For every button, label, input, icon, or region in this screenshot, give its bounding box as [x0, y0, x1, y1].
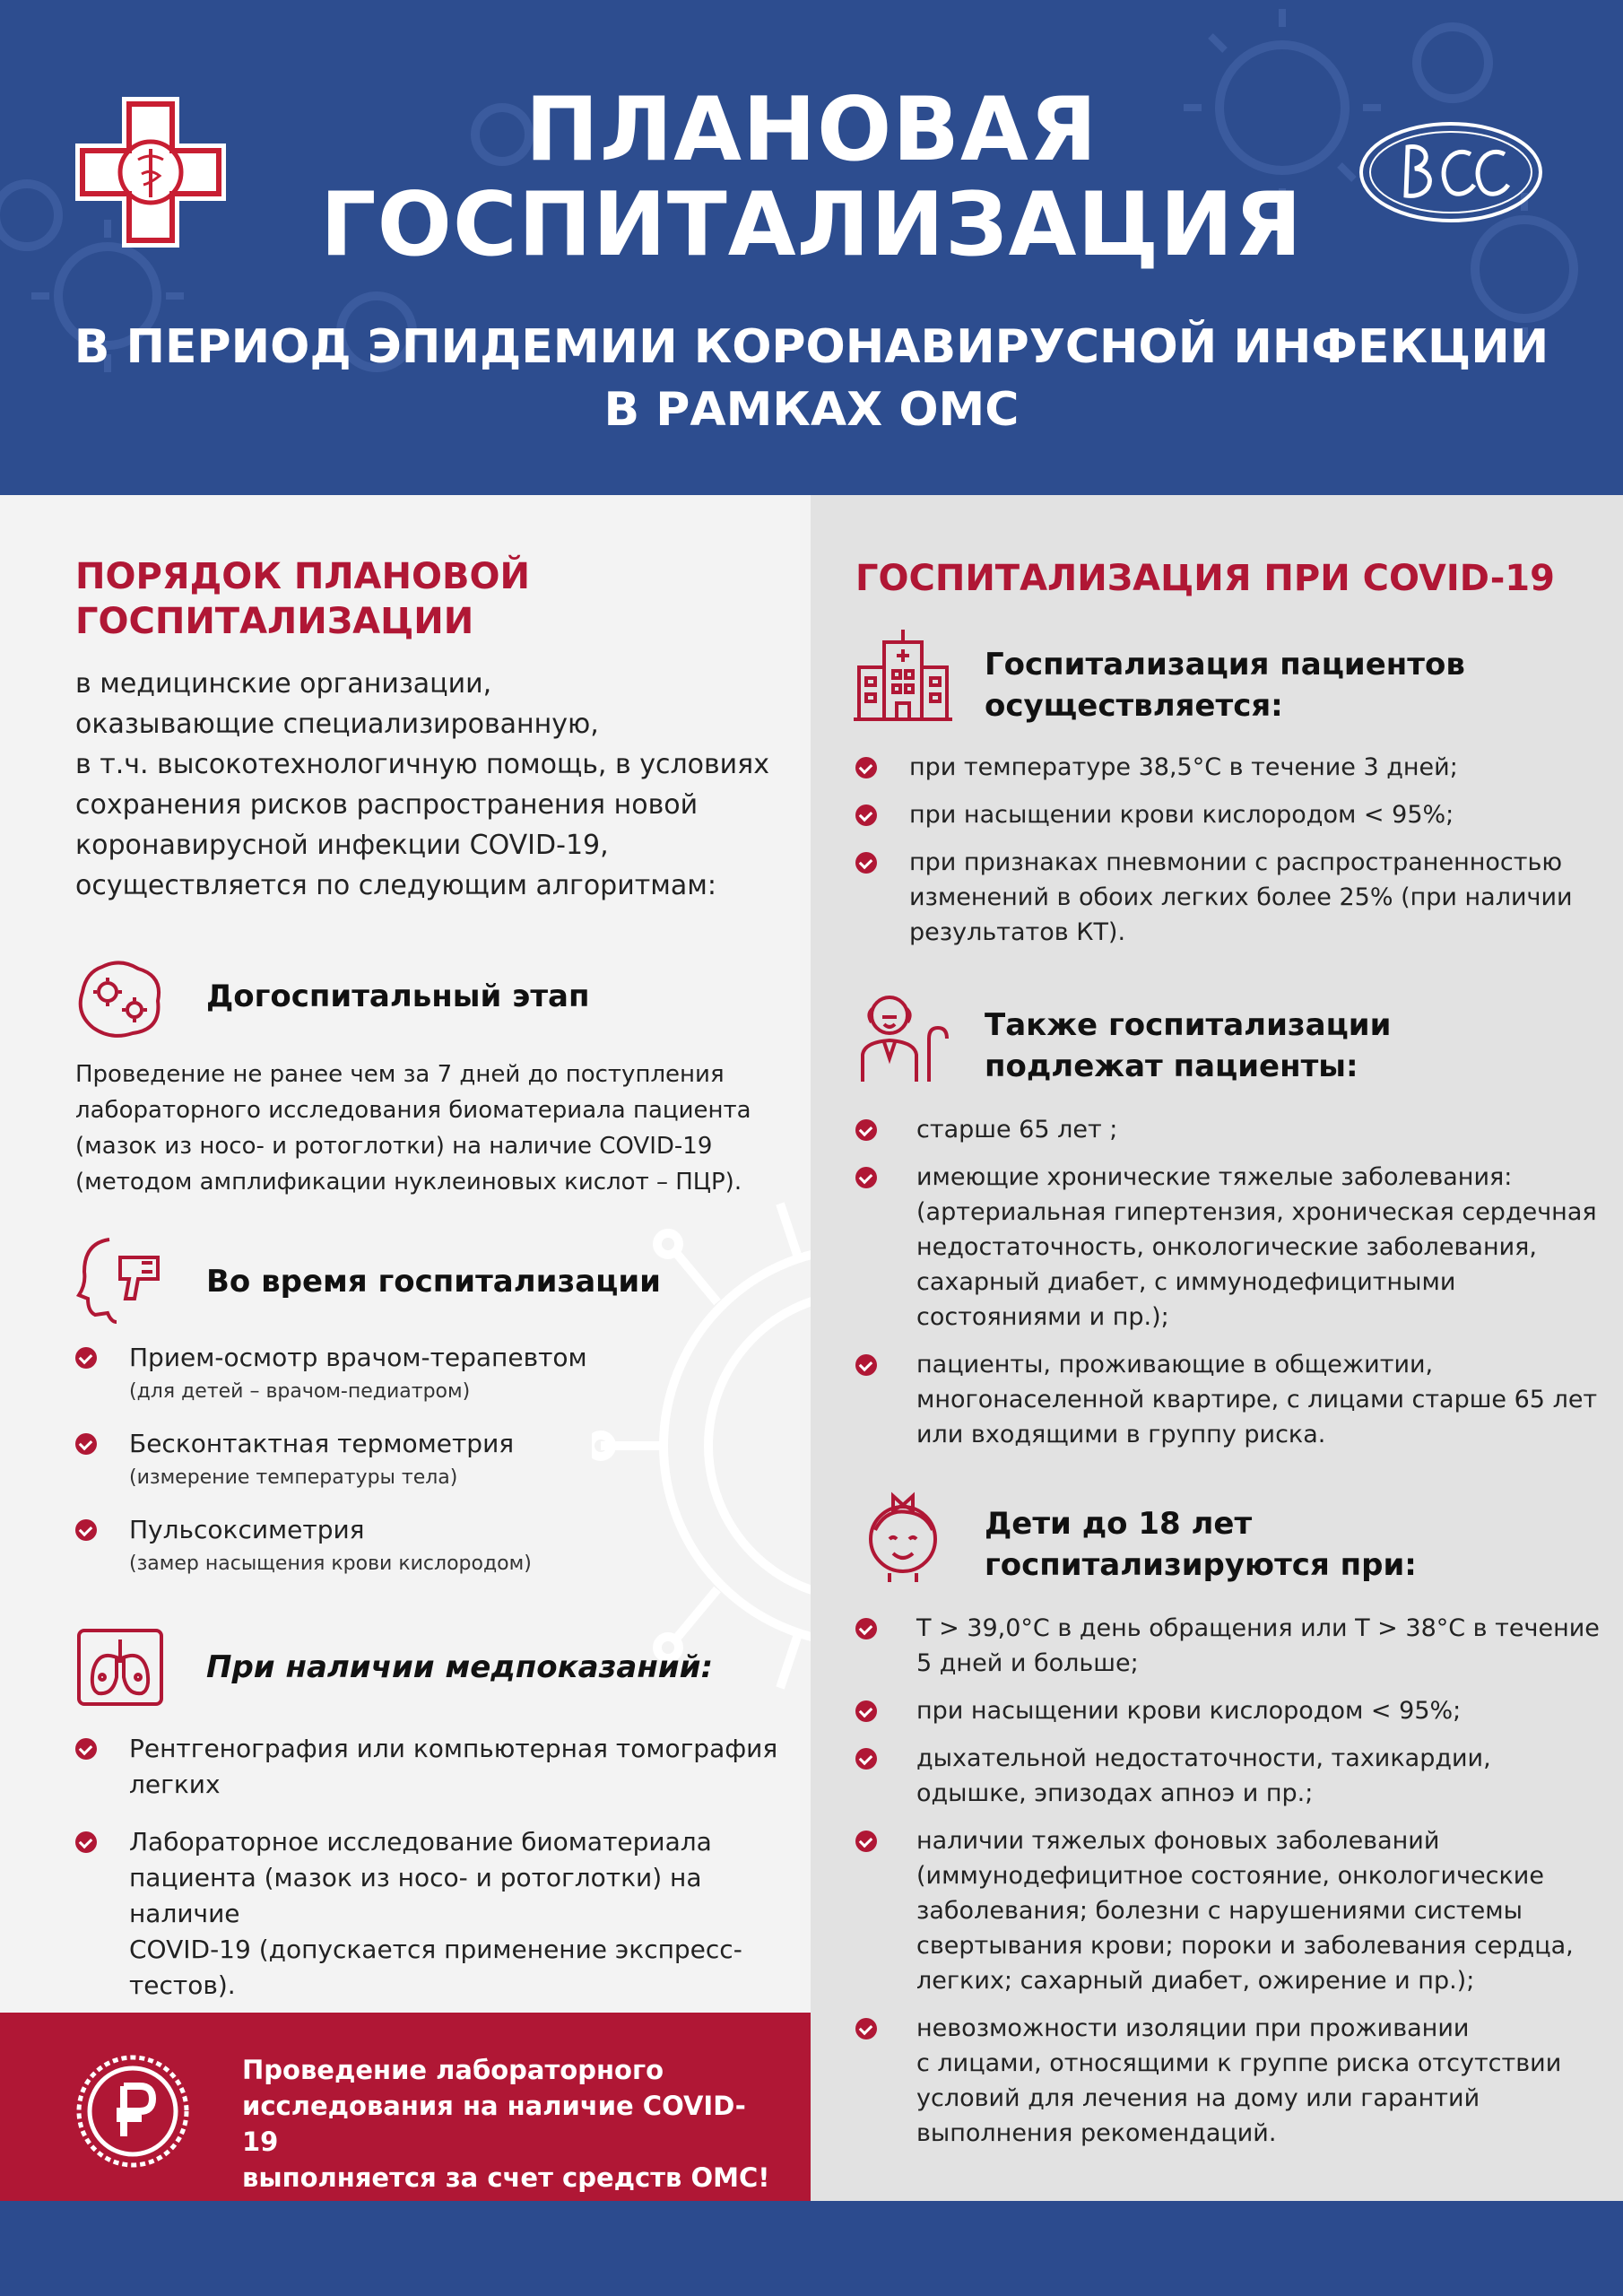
list-item-line: старше 65 лет ;: [916, 1116, 1118, 1144]
check-icon: [855, 1700, 877, 1722]
children-conditions-list: [855, 1611, 1618, 2163]
subtitle-line-1: В ПЕРИОД ЭПИДЕМИИ КОРОНАВИРУСНОЙ ИНФЕКЦИИ: [74, 320, 1549, 374]
list-item-line: при насыщении крови кислородом < 95%;: [909, 801, 1454, 829]
list-item-main: Прием-осмотр врачом-терапевтом: [129, 1343, 587, 1372]
also-patients-title-line-2: подлежат пациенты:: [985, 1048, 1358, 1084]
vcc-logo-icon: [1356, 118, 1546, 226]
right-column: [811, 495, 1623, 2201]
procedure-heading: [75, 554, 757, 644]
check-icon: [75, 1519, 97, 1541]
indications-title: При наличии медпоказаний:: [206, 1649, 714, 1685]
pre-hospital-line: Проведение не ранее чем за 7 дней до поступления: [75, 1061, 725, 1088]
check-icon: [855, 1748, 877, 1770]
list-item-line: с лицами, относящими к группе риска отсутствии: [916, 2049, 1562, 2077]
list-item-note: (измерение температуры тела): [129, 1466, 458, 1489]
lungs-scan-icon: [75, 1627, 165, 1708]
list-item: [855, 1112, 1618, 1147]
check-icon: [855, 1167, 877, 1188]
list-item-line: невозможности изоляции при проживании: [916, 2014, 1470, 2042]
list-item-line: Лабораторное исследование биоматериала: [129, 1827, 712, 1857]
check-icon: [75, 1831, 97, 1853]
list-item: [855, 750, 1609, 785]
during-hospitalization-list: [75, 1340, 793, 1580]
list-item-main: [129, 1824, 793, 2004]
list-item-line: или входящими в группу риска.: [916, 1421, 1326, 1448]
list-item-line: пациента (мазок из носо- и ротоглотки) на наличие: [129, 1863, 702, 1928]
list-item-line: легких: [129, 1770, 221, 1799]
intro-line: осуществляется по следующим алгоритмам:: [75, 870, 716, 901]
indications-list: [75, 1731, 793, 2004]
list-item: [75, 1731, 793, 1803]
pre-hospital-line: (методом амплификации нуклеиновых кислот – ПЦР).: [75, 1169, 742, 1196]
patients-title: [985, 644, 1594, 726]
elderly-person-icon: [854, 987, 952, 1085]
list-item-line: при температуре 38,5°C в течение 3 дней;: [909, 753, 1458, 781]
procedure-intro: [75, 664, 793, 906]
children-title-line-1: Дети до 18 лет: [985, 1506, 1253, 1542]
list-item-main: Пульсоксиметрия: [129, 1515, 365, 1544]
patients-conditions-list: [855, 750, 1609, 962]
list-item-main: Бесконтактная термометрия: [129, 1429, 515, 1458]
list-item-line: тестов).: [129, 1970, 236, 2000]
list-item-main: [916, 1611, 1618, 1681]
check-icon: [855, 2018, 877, 2039]
patients-title-line-1: Госпитализация пациентов: [985, 647, 1465, 683]
list-item: [855, 1741, 1618, 1811]
list-item-main: [909, 845, 1609, 950]
covid-hospitalization-heading: ГОСПИТАЛИЗАЦИЯ ПРИ COVID-19: [855, 558, 1555, 599]
pre-hospital-title: Догоспитальный этап: [206, 978, 590, 1014]
list-item-line: недостаточность, онкологические заболевания,: [916, 1233, 1537, 1261]
intro-line: в т.ч. высокотехнологичную помощь, в условиях: [75, 749, 769, 780]
procedure-heading-line-2: ГОСПИТАЛИЗАЦИИ: [75, 601, 474, 642]
page-subtitle: [0, 316, 1623, 441]
list-item-line: легких; сахарный диабет, ожирение и пр.);: [916, 1967, 1475, 1995]
omc-funding-banner: [0, 2013, 811, 2201]
list-item-main: [916, 2011, 1618, 2151]
list-item-line: при насыщении крови кислородом < 95%;: [916, 1697, 1462, 1725]
child-girl-icon: [854, 1485, 952, 1584]
list-item-line: COVID-19 (допускается применение экспресс-: [129, 1935, 742, 1964]
list-item-main: [916, 1741, 1618, 1811]
pre-hospital-line: (мазок из носо- и ротоглотки) на наличие COVID-19: [75, 1133, 713, 1160]
during-hospitalization-title: Во время госпитализации: [206, 1264, 661, 1300]
omc-funding-line: выполняется за счет средств ОМС!: [242, 2162, 770, 2193]
list-item: [75, 1426, 793, 1494]
list-item-line: одышке, эпизодах апноэ и пр.;: [916, 1779, 1314, 1807]
check-icon: [855, 852, 877, 874]
list-item-line: сахарный диабет, с иммунодефицитными: [916, 1268, 1456, 1296]
list-item: [75, 1824, 793, 2004]
bottom-band: [0, 2201, 1623, 2296]
list-item-line: 5 дней и больше;: [916, 1649, 1139, 1677]
list-item-line: пациенты, проживающие в общежитии,: [916, 1351, 1434, 1378]
left-column: [0, 495, 811, 2013]
also-patients-title: [985, 1004, 1594, 1087]
list-item-line: многонаселенной квартире, с лицами старше 65 лет: [916, 1386, 1598, 1413]
list-item-line: Рентгенография или компьютерная томография: [129, 1734, 778, 1763]
list-item: [855, 1693, 1618, 1728]
check-icon: [75, 1738, 97, 1760]
list-item-main: [916, 1823, 1618, 1998]
omc-funding-line: исследования на наличие COVID-19: [242, 2091, 746, 2157]
check-icon: [855, 1354, 877, 1376]
children-title-line-2: госпитализируются при:: [985, 1547, 1417, 1583]
check-icon: [855, 757, 877, 778]
header-banner: [0, 0, 1623, 495]
thermometer-face-icon: [75, 1236, 165, 1326]
check-icon: [75, 1347, 97, 1369]
list-item-line: дыхательной недостаточности, тахикардии,: [916, 1744, 1491, 1772]
list-item-line: изменений в обоих легких более 25% (при наличии: [909, 883, 1573, 911]
list-item: [855, 797, 1609, 832]
list-item-line: T > 39,0°C в день обращения или T > 38°C в течение: [916, 1614, 1600, 1642]
check-icon: [855, 1618, 877, 1639]
list-item-line: результатов КТ).: [909, 918, 1126, 946]
list-item: [855, 845, 1609, 950]
also-patients-title-line-1: Также госпитализации: [985, 1007, 1392, 1043]
ruble-coin-icon: [75, 2054, 190, 2169]
list-item-main: [916, 1347, 1618, 1452]
list-item: [855, 1823, 1618, 1998]
subtitle-line-2: В РАМКАХ ОМС: [603, 383, 1020, 437]
list-item-note: (замер насыщения крови кислородом): [129, 1552, 532, 1575]
procedure-heading-line-1: ПОРЯДОК ПЛАНОВОЙ: [75, 556, 530, 597]
list-item-line: условий для лечения на дому или гарантий: [916, 2084, 1480, 2112]
list-item-main: [916, 1160, 1618, 1335]
intro-line: коронавирусной инфекции COVID-19,: [75, 830, 609, 861]
list-item-line: выполнения рекомендаций.: [916, 2119, 1277, 2147]
list-item-line: свертывания крови; пороки и заболевания сердца,: [916, 1932, 1574, 1960]
list-item-line: имеющие хронические тяжелые заболевания:: [916, 1163, 1513, 1191]
list-item-note: (для детей – врачом-педиатром): [129, 1380, 471, 1403]
list-item-line: состояниями и пр.);: [916, 1303, 1169, 1331]
list-item-line: при признаках пневмонии с распространенностью: [909, 848, 1563, 876]
intro-line: оказывающие специализированную,: [75, 709, 599, 740]
check-icon: [855, 1831, 877, 1852]
pre-hospital-line: лабораторного исследования биоматериала пациента: [75, 1097, 751, 1124]
patients-title-line-2: осуществляется:: [985, 688, 1283, 724]
pre-hospital-text: [75, 1057, 793, 1200]
title-line-1: ПЛАНОВАЯ: [525, 79, 1098, 181]
children-title: [985, 1503, 1594, 1586]
list-item-line: наличии тяжелых фоновых заболеваний: [916, 1827, 1440, 1855]
list-item-line: (артериальная гипертензия, хроническая сердечная: [916, 1198, 1597, 1226]
omc-funding-line: Проведение лабораторного: [242, 2055, 664, 2085]
check-icon: [855, 804, 877, 826]
hospital-building-icon: [854, 626, 952, 725]
list-item: [75, 1512, 793, 1580]
intro-line: в медицинские организации,: [75, 668, 492, 700]
virus-cells-icon: [75, 958, 165, 1039]
intro-line: сохранения рисков распространения новой: [75, 789, 699, 821]
list-item: [75, 1340, 793, 1408]
title-line-2: ГОСПИТАЛИЗАЦИЯ: [320, 174, 1303, 276]
omc-funding-text: [242, 2052, 780, 2196]
check-icon: [75, 1433, 97, 1455]
also-patients-list: [855, 1112, 1618, 1465]
list-item: [855, 1347, 1618, 1452]
check-icon: [855, 1119, 877, 1141]
list-item-line: (иммунодефицитное состояние, онкологические: [916, 1862, 1544, 1890]
list-item: [855, 2011, 1618, 2151]
list-item: [855, 1611, 1618, 1681]
list-item: [855, 1160, 1618, 1335]
list-item-line: заболевания; болезни с нарушениями системы: [916, 1897, 1523, 1925]
list-item-main: [129, 1731, 793, 1803]
